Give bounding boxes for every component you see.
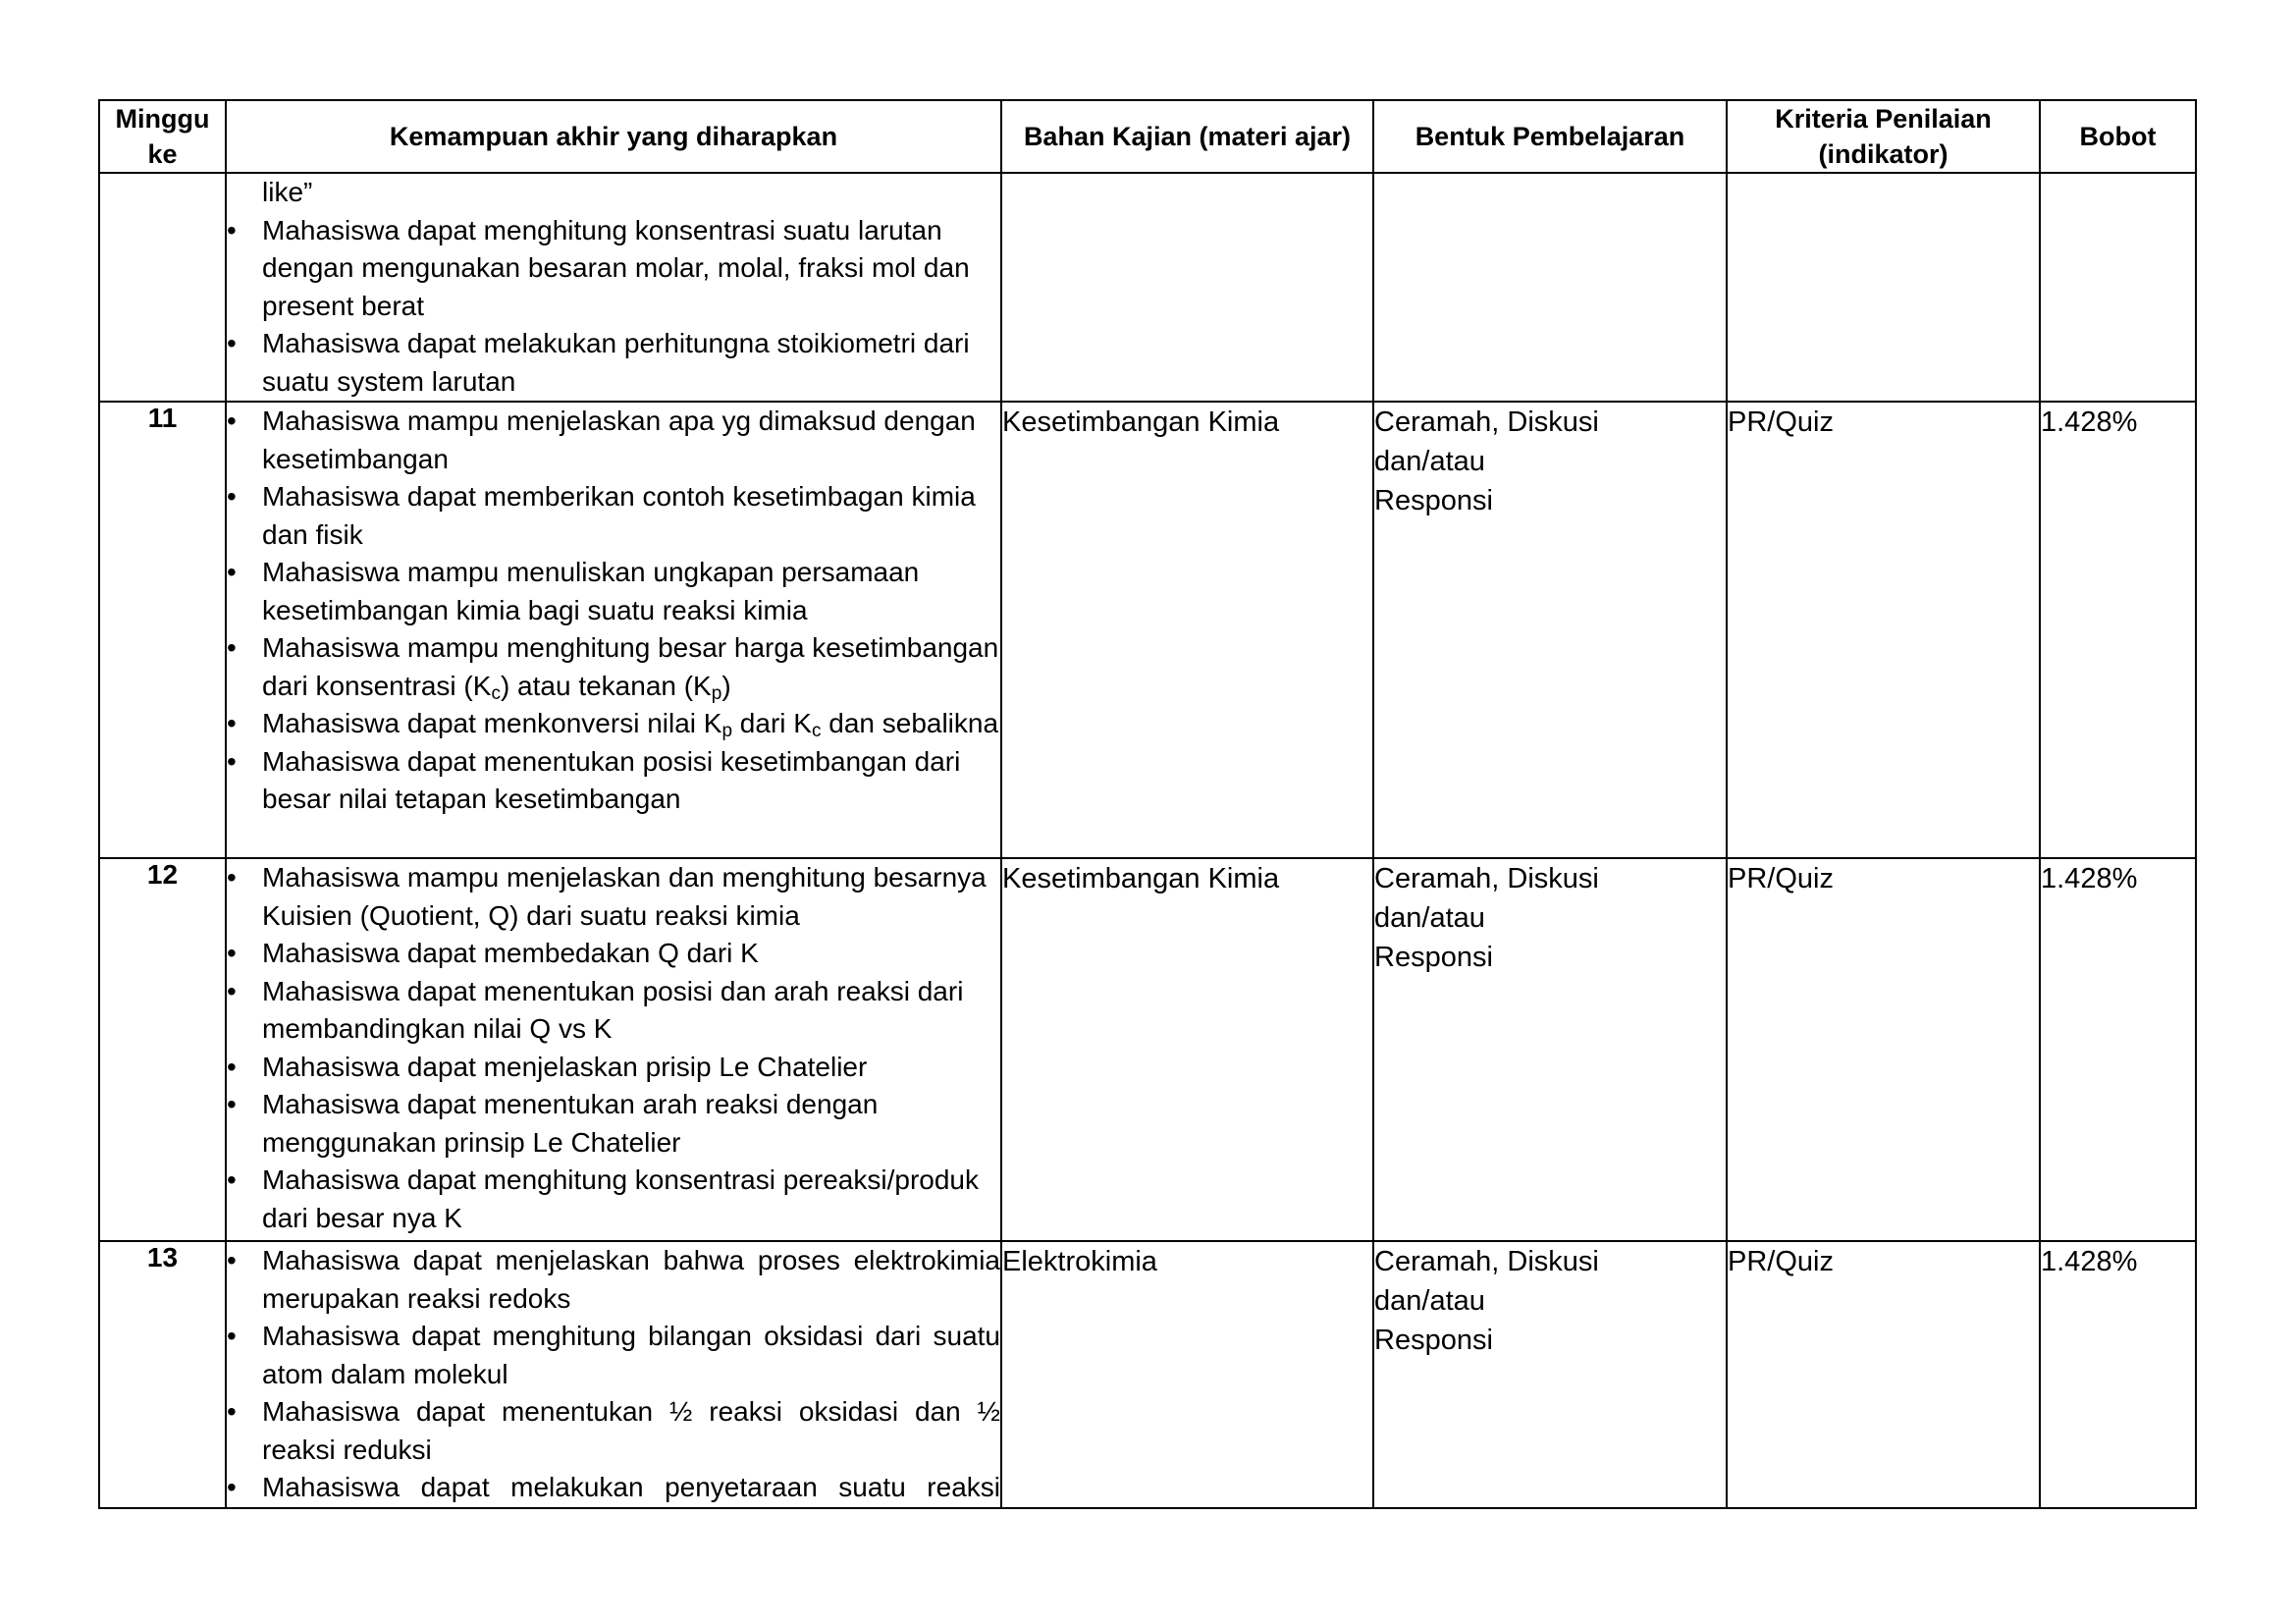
outcome-list [227,859,1000,1237]
list-item: • Mahasiswa dapat memberikan contoh kesetimbagan kimia dan fisik [262,478,1000,554]
header-weight: Bobot [2040,100,2196,173]
table-row [99,858,2196,1241]
list-item: • Mahasiswa dapat menjelaskan prisip Le Chatelier [262,1049,1000,1087]
method-cell [1373,173,1727,402]
subscript: p [711,682,722,704]
list-item-text: ) [721,670,731,701]
method-line: dan/atau [1374,1285,1485,1317]
outcome-list [227,1242,1000,1507]
outcome-cell [226,402,1001,858]
table-row [99,402,2196,858]
list-item [262,705,1000,743]
list-item: • Mahasiswa dapat menentukan posisi dan arah reaksi dari membandingkan nilai Q vs K [262,973,1000,1049]
weight-cell: 1.428% [2040,858,2196,1241]
list-item: • Mahasiswa dapat menentukan ½ reaksi oksidasi dan ½ reaksi reduksi [262,1393,1000,1469]
week-cell: 12 [99,858,226,1241]
method-line: Ceramah, Diskusi [1374,863,1599,894]
table-row [99,1241,2196,1508]
material-cell: Kesetimbangan Kimia [1001,858,1373,1241]
week-cell: 13 [99,1241,226,1508]
list-item: • Mahasiswa dapat menghitung bilangan oksidasi dari suatu atom dalam molekul [262,1318,1000,1393]
method-line: Ceramah, Diskusi [1374,1246,1599,1277]
subscript: c [811,721,822,741]
method-line: Responsi [1374,1325,1493,1356]
header-method: Bentuk Pembelajaran [1373,100,1727,173]
list-item [262,629,1000,705]
subscript: c [491,682,501,704]
header-criteria: Kriteria Penilaian (indikator) [1727,100,2040,173]
method-line: Responsi [1374,942,1493,973]
material-cell [1001,173,1373,402]
list-item: • Mahasiswa mampu menjelaskan apa yg dimaksud dengan kesetimbangan [262,403,1000,478]
list-item-text: dan sebalikna [821,708,999,738]
criteria-cell: PR/Quiz [1727,402,2040,858]
method-line: Ceramah, Diskusi [1374,406,1599,438]
outcome-list [227,403,1000,819]
method-cell [1373,858,1727,1241]
list-item: • Mahasiswa dapat menghitung konsentrasi pereaksi/produk dari besar nya K [262,1162,1000,1237]
list-item: • Mahasiswa mampu menuliskan ungkapan persamaan kesetimbangan kimia bagi suatu reaksi kimia [262,554,1000,629]
table-row [99,173,2196,402]
method-cell [1373,1241,1727,1508]
outcome-cell [226,858,1001,1241]
list-item: • Mahasiswa dapat menentukan arah reaksi dengan menggunakan prinsip Le Chatelier [262,1086,1000,1162]
criteria-cell: PR/Quiz [1727,1241,2040,1508]
list-item-text: Mahasiswa mampu menghitung besar harga kesetimbangan dari konsentrasi (K [262,632,999,701]
week-cell [99,173,226,402]
material-cell: Kesetimbangan Kimia [1001,402,1373,858]
header-outcome: Kemampuan akhir yang diharapkan [226,100,1001,173]
weight-cell: 1.428% [2040,1241,2196,1508]
outcome-cell [226,173,1001,402]
list-item: • Mahasiswa dapat melakukan penyetaraan suatu reaksi [262,1469,1000,1507]
list-item-text: Mahasiswa dapat menkonversi nilai K [262,708,722,738]
criteria-cell: PR/Quiz [1727,858,2040,1241]
list-item-text: dari K [732,708,812,738]
method-line: dan/atau [1374,446,1485,477]
outcome-cell [226,1241,1001,1508]
list-item: • Mahasiswa dapat menjelaskan bahwa proses elektrokimia merupakan reaksi redoks [262,1242,1000,1318]
weight-cell: 1.428% [2040,402,2196,858]
material-cell: Elektrokimia [1001,1241,1373,1508]
header-week: Minggu ke [99,100,226,173]
method-line: Responsi [1374,485,1493,516]
list-item: • Mahasiswa dapat menentukan posisi kesetimbangan dari besar nilai tetapan kesetimbangan [262,743,1000,819]
continuation-text: like” [262,177,313,207]
list-item-text: ) atau tekanan (K [500,670,712,701]
list-item: • Mahasiswa mampu menjelaskan dan menghitung besarnya Kuisien (Quotient, Q) dari suatu reaksi kimia [262,859,1000,935]
outcome-list [227,212,1000,402]
list-item: • Mahasiswa dapat menghitung konsentrasi suatu larutan dengan mengunakan besaran molar, molal, fraksi mol dan present berat [262,212,1000,326]
method-cell [1373,402,1727,858]
weight-cell [2040,173,2196,402]
rps-table [98,99,2197,1509]
method-line: dan/atau [1374,902,1485,934]
list-item: • Mahasiswa dapat melakukan perhitungna stoikiometri dari suatu system larutan [262,325,1000,401]
header-material: Bahan Kajian (materi ajar) [1001,100,1373,173]
list-item: • Mahasiswa dapat membedakan Q dari K [262,935,1000,973]
subscript: p [721,721,733,741]
week-cell: 11 [99,402,226,858]
criteria-cell [1727,173,2040,402]
table-header-row [99,100,2196,173]
